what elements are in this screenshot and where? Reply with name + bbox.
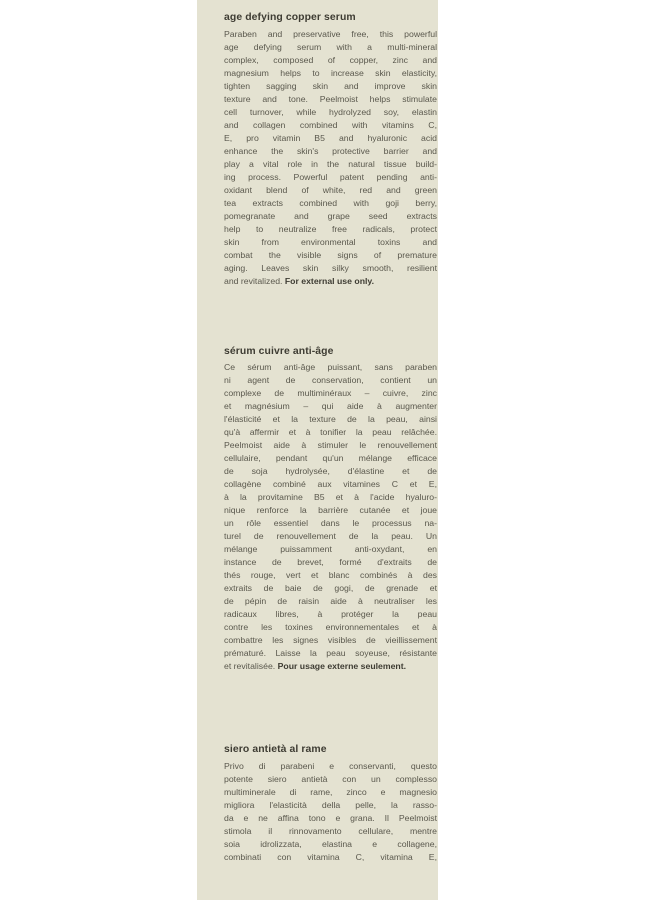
body-line: complexe de multiminéraux – cuivre, zinc — [224, 388, 437, 398]
body-line: tea extracts combined with goji berry, — [224, 198, 437, 208]
section-body-italian — [224, 760, 437, 864]
body-line: ing process. Powerful patent pending anti- — [224, 172, 437, 182]
body-line: turel de renouvellement de la peau. Un — [224, 531, 437, 541]
body-line: da e ne affina tono e grana. Il Peelmoist — [224, 813, 437, 823]
usage-note: For external use only. — [284, 276, 375, 286]
body-line: contre les toxines environnementales et à — [224, 622, 437, 632]
body-line: combattre les signes visibles de vieillissement — [224, 635, 437, 645]
usage-note: Pour usage externe seulement. — [277, 661, 407, 671]
body-line: radicaux libres, à protéger la peau — [224, 609, 437, 619]
body-line: magnesium helps to increase skin elasticity, — [224, 68, 437, 78]
body-line: qu'à affermir et à tonifier la peau relâchée. — [224, 427, 437, 437]
body-line: cell turnover, while hydrolyzed soy, elastin — [224, 107, 437, 117]
body-line: un rôle essentiel dans le processus na- — [224, 518, 437, 528]
section-heading-french: sérum cuivre anti-âge — [224, 346, 334, 357]
body-line-final — [224, 275, 437, 288]
body-line: soia idrolizzata, elastina e collagene, — [224, 839, 437, 849]
body-line: et magnésium – qui aide à augmenter — [224, 401, 437, 411]
body-line: thés rouge, vert et blanc combinés à des — [224, 570, 437, 580]
body-line: oxidant blend of white, red and green — [224, 185, 437, 195]
body-line: complex, composed of copper, zinc and — [224, 55, 437, 65]
body-line: stimola il rinnovamento cellulare, mentre — [224, 826, 437, 836]
body-line: play a vital role in the natural tissue build- — [224, 159, 437, 169]
body-line: multiminerale di rame, zinco e magnesio — [224, 787, 437, 797]
body-line: de soja hydrolysée, d'élastine et de — [224, 466, 437, 476]
body-line: potente siero antietà con un complesso — [224, 774, 437, 784]
body-line: enhance the skin's protective barrier and — [224, 146, 437, 156]
section-body-french — [224, 361, 437, 673]
body-line: ni agent de conservation, contient un — [224, 375, 437, 385]
body-line: prématuré. Laisse la peau soyeuse, résistante — [224, 648, 437, 658]
body-line: help to neutralize free radicals, protect — [224, 224, 437, 234]
body-line: nique renforce la barrière cutanée et joue — [224, 505, 437, 515]
body-line-final-text: et revitalisée. — [224, 661, 276, 671]
body-line: aging. Leaves skin silky smooth, resilient — [224, 263, 437, 273]
body-line: Paraben and preservative free, this powerful — [224, 29, 437, 39]
body-line: extraits de baie de gogi, de grenade et — [224, 583, 437, 593]
body-line: de pépin de raisin aide à neutraliser les — [224, 596, 437, 606]
section-heading-italian: siero antietà al rame — [224, 744, 327, 755]
body-line: combat the visible signs of premature — [224, 250, 437, 260]
section-body-english — [224, 28, 437, 288]
body-line: l'élasticité et la texture de la peau, ainsi — [224, 414, 437, 424]
body-line: instance de brevet, formé d'extraits de — [224, 557, 437, 567]
body-line: skin from environmental toxins and — [224, 237, 437, 247]
body-line: migliora l'elasticità della pelle, la rasso- — [224, 800, 437, 810]
body-line: and collagen combined with vitamins C, — [224, 120, 437, 130]
body-line-final — [224, 660, 437, 673]
body-line: cellulaire, pendant qu'un mélange efficace — [224, 453, 437, 463]
body-line: combinati con vitamina C, vitamina E, — [224, 852, 437, 862]
body-line: age defying serum with a multi-mineral — [224, 42, 437, 52]
body-line: à la provitamine B5 et à l'acide hyaluro- — [224, 492, 437, 502]
body-line: E, pro vitamin B5 and hyaluronic acid — [224, 133, 437, 143]
body-line: Ce sérum anti-âge puissant, sans paraben — [224, 362, 437, 372]
body-line: tighten sagging skin and improve skin — [224, 81, 437, 91]
body-line: Privo di parabeni e conservanti, questo — [224, 761, 437, 771]
body-line: Peelmoist aide à stimuler le renouvellement — [224, 440, 437, 450]
body-line: mélange puissamment anti-oxydant, en — [224, 544, 437, 554]
label-panel — [197, 0, 438, 900]
body-line: collagène combiné aux vitamines C et E, — [224, 479, 437, 489]
body-line-final-text: and revitalized. — [224, 276, 283, 286]
section-heading-english: age defying copper serum — [224, 12, 356, 23]
body-line: texture and tone. Peelmoist helps stimulate — [224, 94, 437, 104]
body-line: pomegranate and grape seed extracts — [224, 211, 437, 221]
